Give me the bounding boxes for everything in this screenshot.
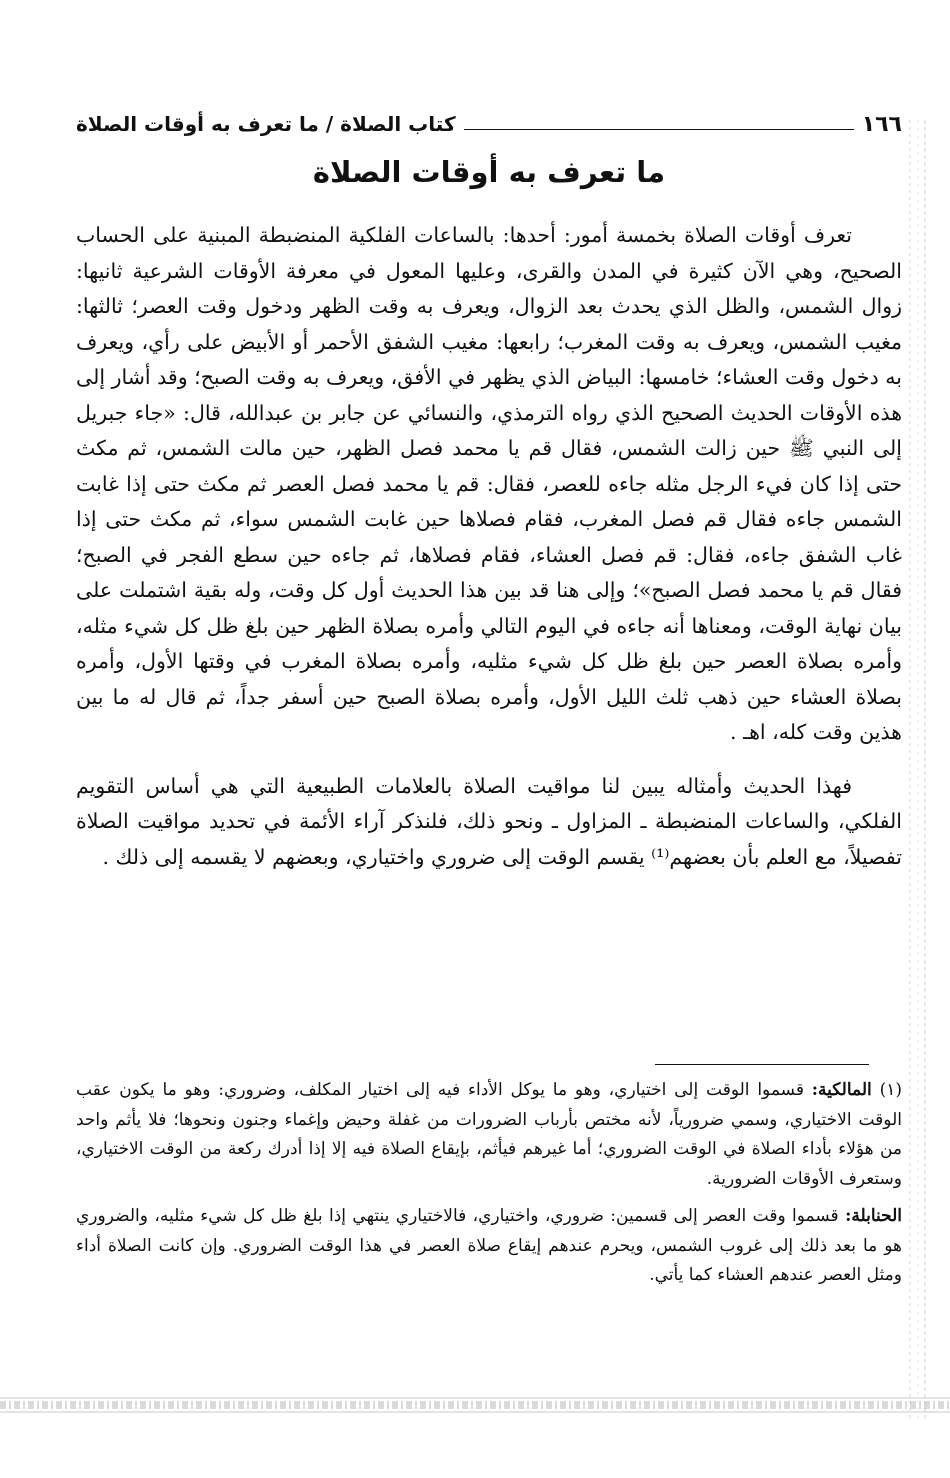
- chapter-title: ما تعرف به أوقات الصلاة: [312, 155, 666, 189]
- footnote-maliki: [76, 1076, 902, 1194]
- body-paragraph: تعرف أوقات الصلاة بخمسة أمور: أحدها: بالساعات الفلكية المنضبطة المبنية على الحساب الصحيح، وهي الآن كثيرة في المدن والقرى، وعليها المعول في معرفة الأوقات الشرعية ثانيها: زوال الشمس، والظل الذي يحدث بعد الزوال، ويعرف به وقت الظهر ودخول وقت العصر؛ ثالثها: مغيب الشمس، ويعرف به وقت المغرب؛ رابعها: مغيب الشفق الأحمر أو الأبيض على رأي، ويعرف به دخول وقت العشاء؛ خامسها: البياض الذي يظهر في الأفق، ويعرف به وقت الصبح؛ وقد أشار إلى هذه الأوقات الحديث الصحيح الذي رواه الترمذي، والنسائي عن جابر بن عبدالله، قال: «جاء جبريل إلى النبي ﷺ حين زالت الشمس، فقال قم يا محمد فصل الظهر، حين مالت الشمس، ثم مكث حتى إذا كان فيء الرجل مثله جاءه للعصر، فقال: قم يا محمد فصل العصر ثم مكث حتى إذا غابت الشمس جاءه فقال قم فصل المغرب، فقام فصلاها حين غابت الشمس سواء، ثم مكث حتى إذا غاب الشفق جاءه، فقال: قم فصل العشاء، فقام فصلاها، ثم جاءه حين سطع الفجر في الصبح؛ فقال قم يا محمد فصل الصبح»؛ وإلى هنا قد بين هذا الحديث أول كل وقت، وله بقية اشتملت على بيان نهاية الوقت، ومعناها أنه جاءه في اليوم التالي وأمره بصلاة الظهر حين بلغ ظل كل شيء مثله، وأمره بصلاة العصر حين بلغ ظل كل شيء مثليه، وأمره بصلاة المغرب في وقتها الأول، وأمره بصلاة العشاء حين ذهب ثلث الليل الأول، وأمره بصلاة الصبح حين أسفر جداً، ثم قال له ما بين هذين وقت كله، اهـ .: [76, 223, 902, 744]
- side-ornament-border: [906, 120, 928, 1420]
- footnote-hanbali: [76, 1202, 902, 1291]
- page-number: ١٦٦: [861, 111, 902, 137]
- bottom-ornament-border: [0, 1392, 950, 1418]
- footnote-term: الحنابلة:: [845, 1206, 903, 1226]
- footnote-marker: (١): [879, 1080, 902, 1100]
- running-header: [76, 108, 902, 140]
- body-text: [76, 218, 902, 875]
- footnotes: [76, 1076, 902, 1291]
- footnote-separator: [655, 1064, 869, 1065]
- footnote-text: قسموا وقت العصر إلى قسمين: ضروري، واختياري، فالاختياري ينتهي إذا بلغ ظل كل شيء مثليه، والضروري هو ما بعد ذلك إلى غروب الشمس، ويحرم عندهم إيقاع صلاة العصر في هذا الوقت الضروري. وإن كانت الصلاة أداء ومثل العصر عندهم العشاء كما يأتي.: [76, 1206, 902, 1285]
- footnote-text: قسموا الوقت إلى اختياري، وهو ما يوكل الأداء فيه إلى اختيار المكلف، وضروري: وهو ما يكون عقب الوقت الاختياري، وسمي ضرورياً، لأنه مختص بأرباب الضرورات من غفلة وحيض وإغماء وجنون ونحوها؛ فلا يأثم واحد من هؤلاء بأداء الصلاة في الوقت الضروري؛ أما غيرهم فيأثم، بإيقاع الصلاة فيه إلا إذا أدرك ركعة من الوقت الاختياري، وستعرف الأوقات الضرورية.: [76, 1080, 902, 1189]
- header-rule: [464, 129, 854, 130]
- footnote-term: المالكية:: [811, 1080, 872, 1100]
- running-title: كتاب الصلاة / ما تعرف به أوقات الصلاة: [76, 112, 456, 136]
- body-paragraph: فهذا الحديث وأمثاله يبين لنا مواقيت الصلاة بالعلامات الطبيعية التي هي أساس التقويم الفلكي، والساعات المنضبطة ـ المزاول ـ ونحو ذلك، فلنذكر آراء الأئمة في تحديد مواقيت الصلاة تفصيلاً، مع العلم بأن بعضهم⁽¹⁾ يقسم الوقت إلى ضروري واختياري، وبعضهم لا يقسمه إلى ذلك .: [76, 773, 902, 869]
